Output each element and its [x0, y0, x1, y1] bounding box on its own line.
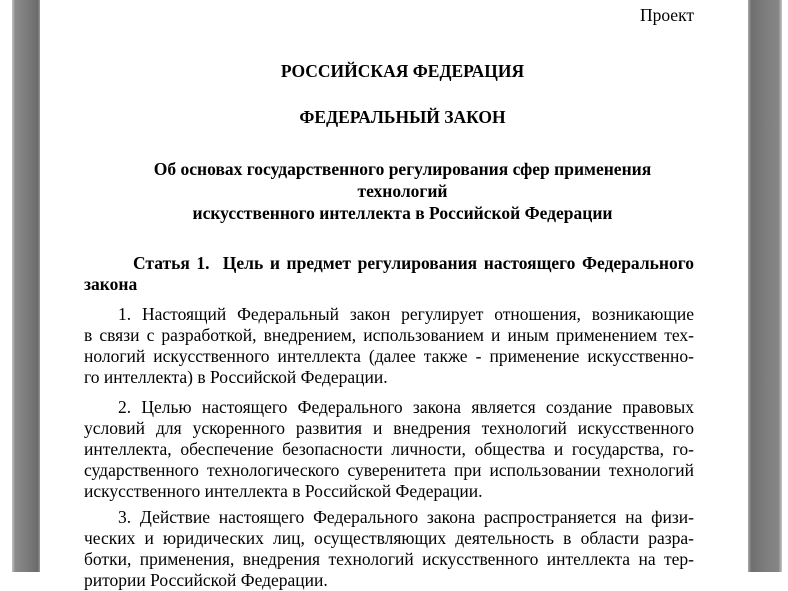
paragraph-1-line: в связи с разработкой, внедрением, использованием и иным применением тех- — [84, 325, 694, 345]
paragraph-2-line: сударственного технологического суверенитета при использовании технологий — [84, 460, 694, 480]
paragraph-2-line: 2. Целью настоящего Федерального закона является создание правовых — [118, 397, 694, 417]
paragraph-2-line: интеллекта, обеспечение безопасности личности, общества и государства, го- — [84, 439, 694, 459]
paragraph-1-line: 1. Настоящий Федеральный закон регулирует отношения, возникающие — [118, 304, 694, 324]
document-text-column — [84, 0, 694, 591]
paragraph-3-line: ческих и юридических лиц, осуществляющих деятельность в области разра- — [84, 528, 694, 548]
article-1-heading — [84, 253, 694, 295]
article-1-heading-line: Статья 1. Цель и предмет регулирования настоящего Федерального — [133, 253, 694, 273]
page-edge-shadow-right — [748, 0, 782, 572]
paragraph-2-line: искусственного интеллекта в Российской Федерации. — [84, 481, 483, 501]
paragraph-1 — [84, 304, 694, 388]
paragraph-3-line: 3. Действие настоящего Федерального закона распространяется на физи- — [118, 507, 694, 527]
law-type-heading: ФЕДЕРАЛЬНЫЙ ЗАКОН — [299, 107, 506, 127]
law-title-line: Об основах государственного регулирования сфер применения технологий — [153, 159, 652, 201]
article-1-heading-line: закона — [84, 274, 138, 294]
draft-label: Проект — [639, 5, 694, 25]
paragraph-1-line: го интеллекта) в Российской Федерации. — [84, 367, 388, 387]
paragraph-1-line: нологий искусственного интеллекта (далее также - применение искусственно- — [84, 346, 694, 366]
law-title-line: искусственного интеллекта в Российской Федерации — [192, 203, 613, 223]
country-heading: РОССИЙСКАЯ ФЕДЕРАЦИЯ — [280, 61, 525, 81]
paragraph-3-line: ботки, применения, внедрения технологий искусственного интеллекта на тер- — [84, 549, 694, 569]
paragraph-2-line: условий для ускоренного развития и внедрения технологий искусственного — [84, 418, 694, 438]
paragraph-2 — [84, 397, 694, 502]
paragraph-3 — [84, 507, 694, 591]
law-title — [84, 158, 694, 224]
paragraph-3-line: ритории Российской Федерации. — [84, 570, 328, 590]
page-edge-shadow-left — [12, 0, 40, 572]
